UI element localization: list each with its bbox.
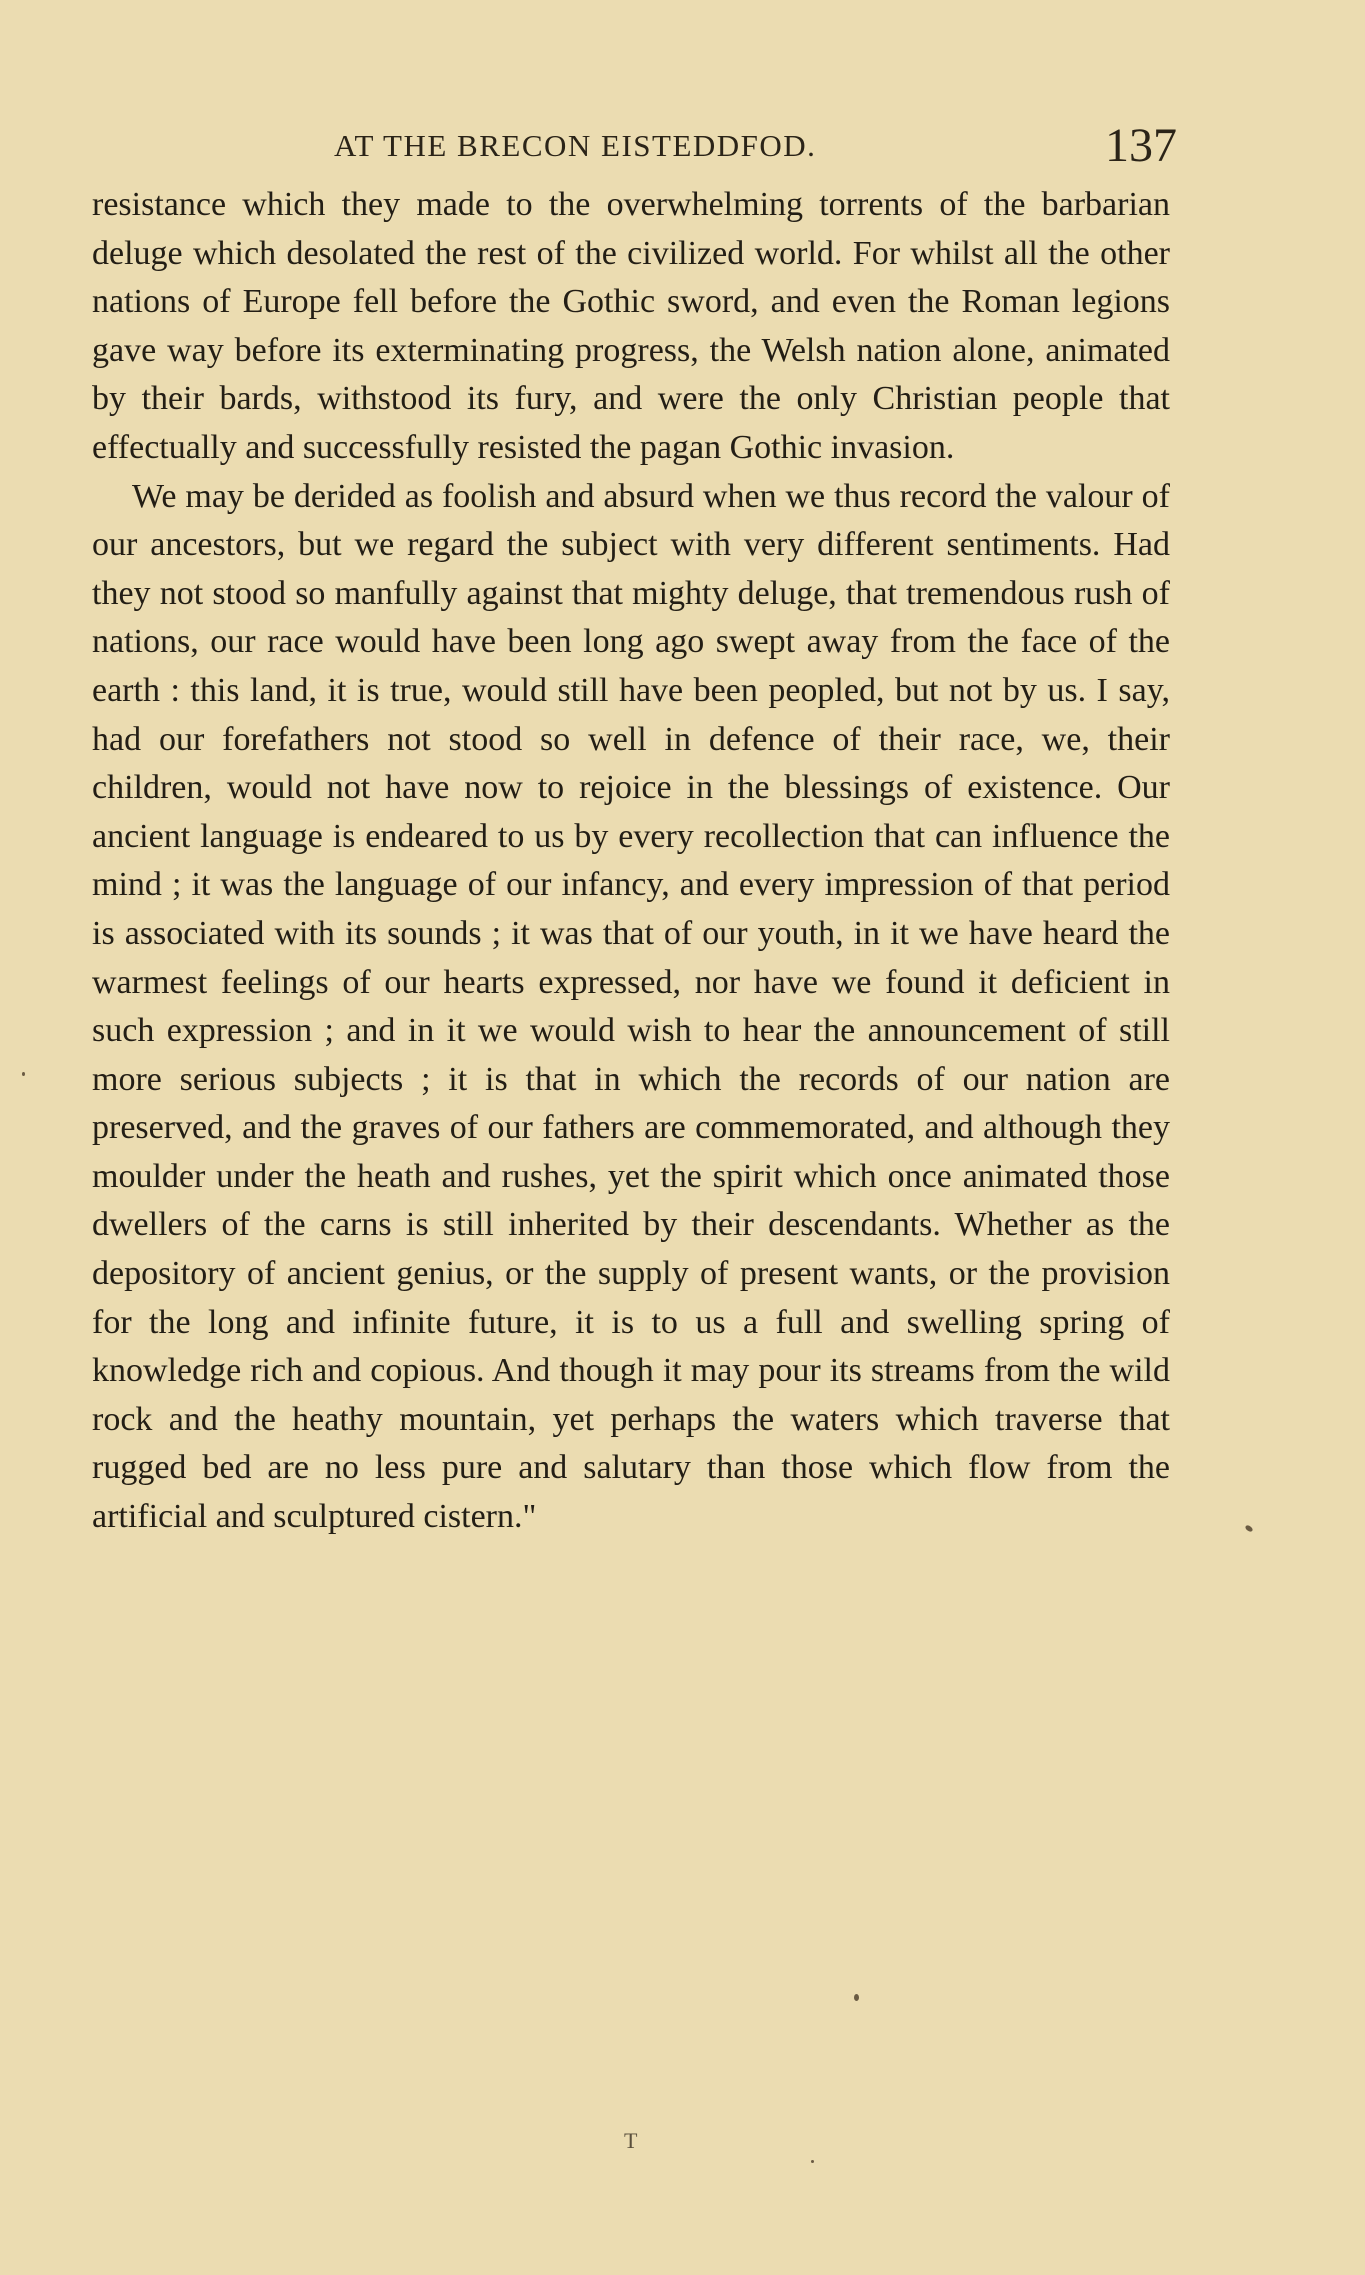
- body-text: [92, 181, 1170, 1542]
- print-speck: [854, 1994, 859, 2001]
- print-speck: [811, 2160, 814, 2163]
- running-head-title: AT THE BRECON EISTEDDFOD.: [334, 128, 817, 163]
- print-speck: [22, 1072, 25, 1076]
- running-head: [92, 118, 1177, 178]
- paragraph-continued: resistance which they made to the overwhelming torrents of the barbarian deluge which desolated the rest of the civilized world. For whilst all the other nations of Europe fell before the Gothic sword, and even the Roman legions gave way before its exterminating progress, the Welsh nation alone, animated by their bards, withstood its fury, and were the only Christian people that effectually and successfully resisted the pagan Gothic invasion.: [92, 186, 1170, 466]
- paragraph: We may be derided as foolish and absurd when we thus record the valour of our ancestors, but we regard the subject with very different sentiments. Had they not stood so manfully against that mighty deluge, that tremendous rush of nations, our race would have been long ago swept away from the face of the earth : this land, it is true, would still have been peopled, but not by us. I say, had our forefathers not stood so well in defence of their race, we, their children, would not have now to rejoice in the blessings of existence. Our ancient language is endeared to us by every recollection that can influence the mind ; it was the language of our infancy, and every impression of that period is associated with its sounds ; it was that of our youth, in it we have heard the warmest feelings of our hearts expressed, nor have we found it deficient in such expression ; and in it we would wish to hear the announcement of still more serious subjects ; it is that in which the records of our nation are preserved, and the graves of our fathers are commemorated, and although they moulder under the heath and rushes, yet the spirit which once animated those dwellers of the carns is still inherited by their descendants. Whether as the depository of ancient genius, or the supply of present wants, or the provision for the long and infinite future, it is to us a full and swelling spring of knowledge rich and copious. And though it may pour its streams from the wild rock and the heathy mountain, yet perhaps the waters which traverse that rugged bed are no less pure and salutary than those which flow from the artificial and sculptured cistern.": [92, 477, 1170, 1536]
- page-number: 137: [1105, 119, 1177, 172]
- signature-mark: T: [624, 2128, 638, 2153]
- print-speck: [1244, 1524, 1253, 1533]
